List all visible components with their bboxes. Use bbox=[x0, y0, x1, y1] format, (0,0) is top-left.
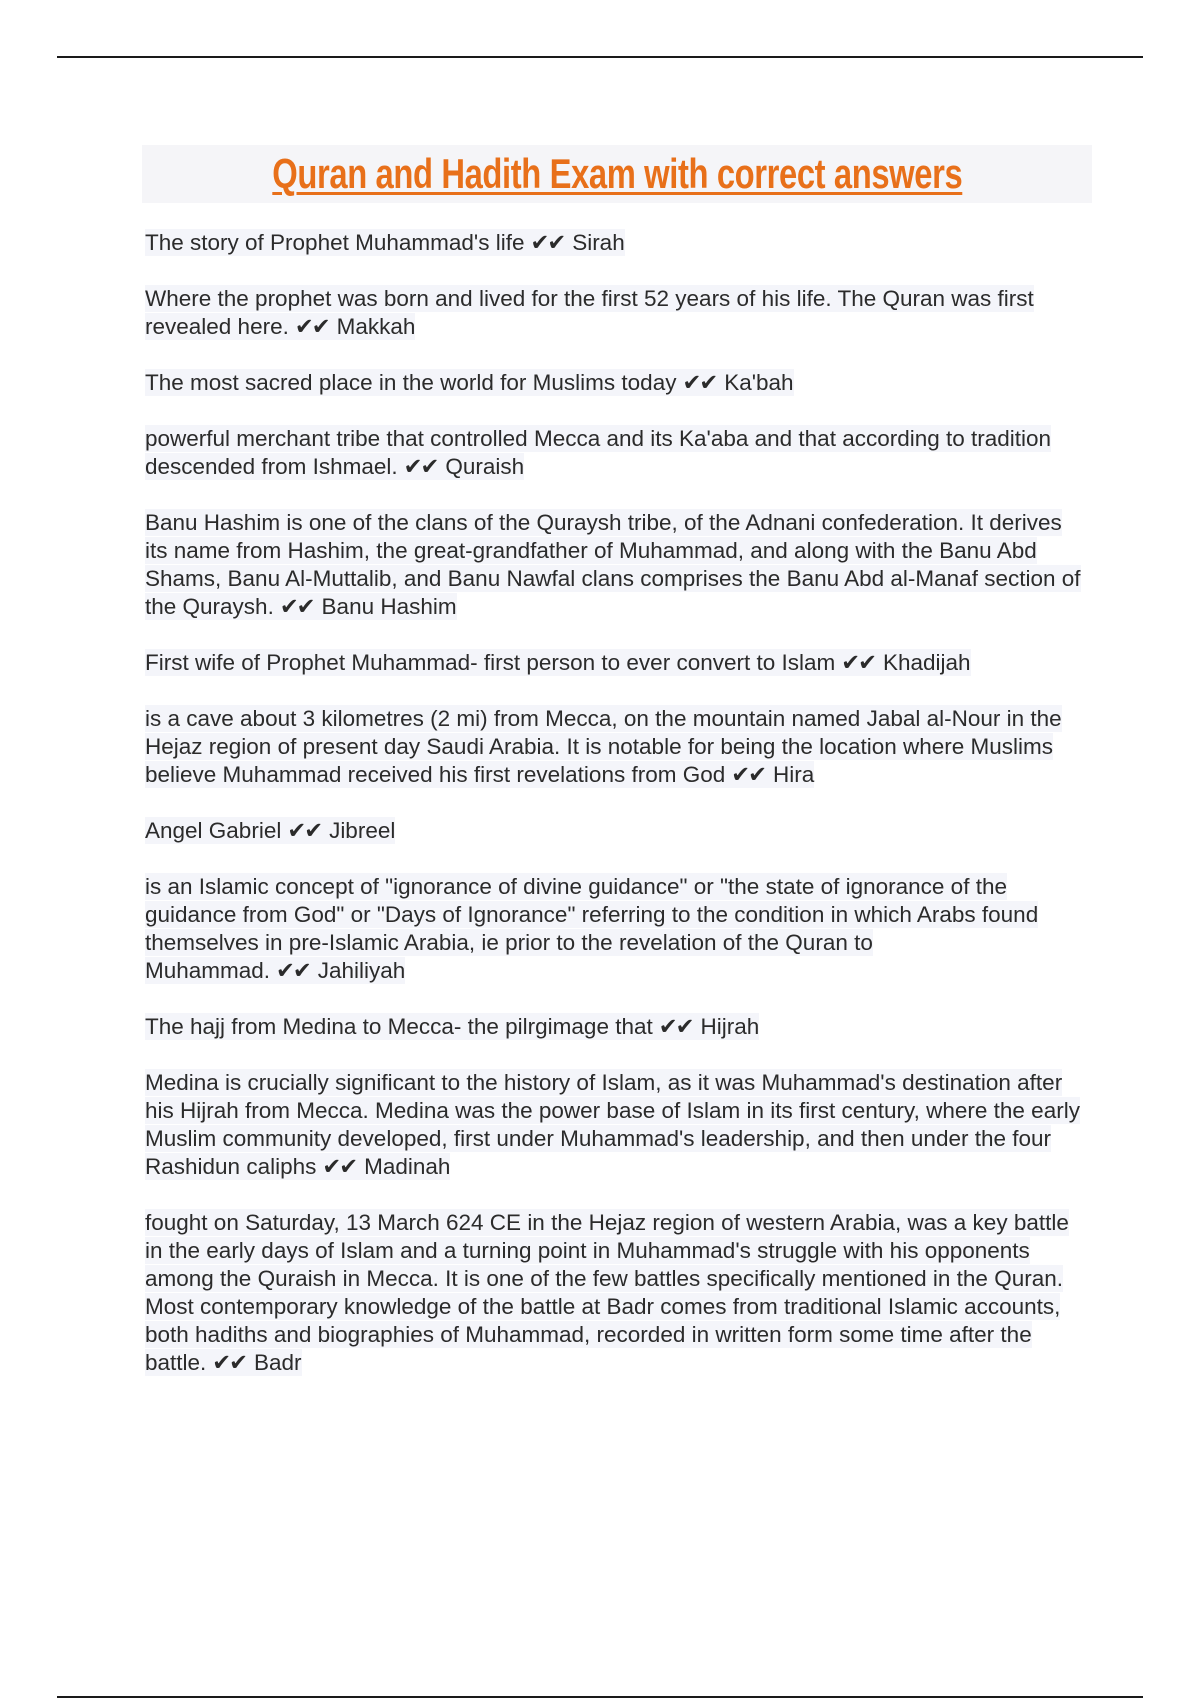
check-icon: ✔✔ bbox=[403, 454, 438, 479]
answer-text: Madinah bbox=[364, 1154, 451, 1179]
check-icon: ✔✔ bbox=[682, 370, 717, 395]
qa-item bbox=[145, 509, 1090, 621]
question-text: Where the prophet was born and lived for the first 52 years of his life. The Quran was first revealed here. bbox=[145, 286, 1034, 339]
qa-item bbox=[145, 705, 1090, 789]
qa-item bbox=[145, 369, 1090, 397]
question-text: The hajj from Medina to Mecca- the pilrgimage that bbox=[145, 1014, 653, 1039]
question-text: is an Islamic concept of "ignorance of divine guidance" or "the state of ignorance of the guidance from God" or "Days of Ignorance" referring to the condition in which Arabs found themselves in pre-Islamic Arabia, ie prior to the revelation of the Quran to Muhammad. bbox=[145, 874, 1039, 983]
qa-item bbox=[145, 649, 1090, 677]
question-text: powerful merchant tribe that controlled Mecca and its Ka'aba and that according to tradition descended from Ishmael. bbox=[145, 426, 1052, 479]
answer-text: Makkah bbox=[336, 314, 416, 339]
answer-text: Khadijah bbox=[882, 650, 971, 675]
question-text: Angel Gabriel bbox=[145, 818, 282, 843]
check-icon: ✔✔ bbox=[322, 1154, 357, 1179]
question-text: Banu Hashim is one of the clans of the Quraysh tribe, of the Adnani confederation. It derives its name from Hashim, the great-grandfather of Muhammad, and along with the Banu Abd Shams, Banu Al-Muttalib, and Banu Nawfal clans comprises the Banu Abd al-Manaf section of the Quraysh. bbox=[145, 510, 1081, 619]
qa-item bbox=[145, 1209, 1090, 1377]
question-text: is a cave about 3 kilometres (2 mi) from Mecca, on the mountain named Jabal al-Nour in the Hejaz region of present day Saudi Arabia. It is notable for being the location where Muslims believe Muhammad received his first revelations from God bbox=[145, 706, 1062, 787]
qa-item bbox=[145, 1069, 1090, 1181]
answer-text: Quraish bbox=[445, 454, 525, 479]
answer-text: Jahiliyah bbox=[317, 958, 406, 983]
check-icon: ✔✔ bbox=[279, 594, 314, 619]
check-icon: ✔✔ bbox=[276, 958, 310, 983]
answer-text: Sirah bbox=[572, 230, 625, 255]
check-icon: ✔✔ bbox=[294, 314, 329, 339]
qa-item bbox=[145, 873, 1090, 985]
answer-text: Badr bbox=[254, 1350, 302, 1375]
answer-text: Hira bbox=[772, 762, 815, 787]
title-band bbox=[142, 145, 1092, 203]
qa-item bbox=[145, 1013, 1090, 1041]
qa-list bbox=[145, 229, 1090, 1405]
check-icon: ✔✔ bbox=[287, 818, 322, 843]
question-text: The most sacred place in the world for Muslims today bbox=[145, 370, 677, 395]
qa-item bbox=[145, 817, 1090, 845]
question-text: fought on Saturday, 13 March 624 CE in the Hejaz region of western Arabia, was a key battle in the early days of Islam and a turning point in Muhammad's struggle with his opponents among the Quraish in Mecca. It is one of the few battles specifically mentioned in the Quran. Most contemporary knowledge of the battle at Badr comes from traditional Islamic accounts, both hadiths and biographies of Muhammad, recorded in written form some time after the battle. bbox=[145, 1210, 1069, 1375]
check-icon: ✔✔ bbox=[212, 1350, 247, 1375]
qa-item bbox=[145, 425, 1090, 481]
qa-item bbox=[145, 285, 1090, 341]
check-icon: ✔✔ bbox=[841, 650, 875, 675]
top-rule bbox=[57, 56, 1143, 58]
question-text: The story of Prophet Muhammad's life bbox=[145, 230, 525, 255]
question-text: Medina is crucially significant to the history of Islam, as it was Muhammad's destination after his Hijrah from Mecca. Medina was the power base of Islam in its first century, where the early Muslim community developed, first under Muhammad's leadership, and then under the four Rashidun caliphs bbox=[145, 1070, 1080, 1179]
document-title: Quran and Hadith Exam with correct answers bbox=[272, 150, 962, 197]
answer-text: Banu Hashim bbox=[321, 594, 457, 619]
check-icon: ✔✔ bbox=[658, 1014, 693, 1039]
answer-text: Hijrah bbox=[700, 1014, 760, 1039]
qa-item bbox=[145, 229, 1090, 257]
check-icon: ✔✔ bbox=[731, 762, 765, 787]
check-icon: ✔✔ bbox=[530, 230, 565, 255]
bottom-rule bbox=[57, 1696, 1143, 1698]
question-text: First wife of Prophet Muhammad- first person to ever convert to Islam bbox=[145, 650, 836, 675]
answer-text: Jibreel bbox=[329, 818, 396, 843]
answer-text: Ka'bah bbox=[724, 370, 794, 395]
